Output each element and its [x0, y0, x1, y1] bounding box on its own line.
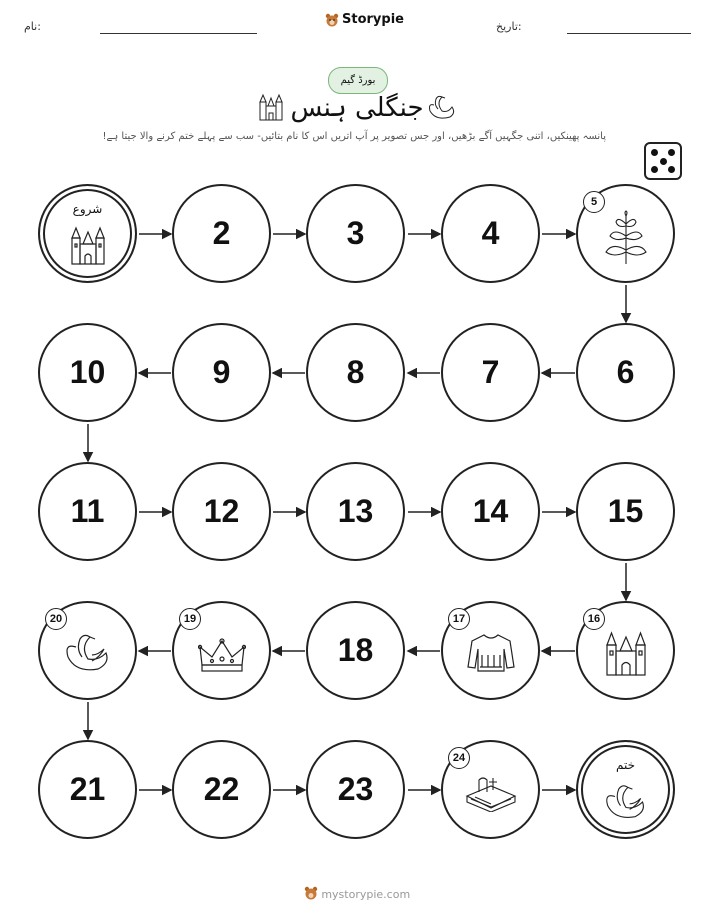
- cell-number: 18: [337, 632, 374, 668]
- cell-13: [306, 462, 405, 561]
- cell-number: 2: [212, 215, 231, 251]
- cell-number: 21: [69, 771, 106, 807]
- cell-23: [306, 740, 405, 839]
- cell-number: 13: [337, 493, 374, 529]
- cell-number: 6: [616, 354, 635, 390]
- cell-4: [441, 184, 540, 283]
- finish-cell: [576, 740, 675, 839]
- cell-number: 23: [337, 771, 374, 807]
- start-cell: [38, 184, 137, 283]
- cell-number: 7: [481, 354, 500, 390]
- cell-22: [172, 740, 271, 839]
- cell-18: [306, 601, 405, 700]
- castle-icon: [604, 629, 648, 677]
- cell-7: [441, 323, 540, 422]
- castle-icon: [69, 224, 107, 266]
- cell-3: [306, 184, 405, 283]
- nettle-plant-icon: [602, 210, 650, 266]
- cell-number-badge: 16: [583, 608, 605, 630]
- date-label: تاریخ:: [496, 20, 522, 33]
- cell-number-badge: 19: [179, 608, 201, 630]
- finish-label: ختم: [615, 758, 636, 772]
- cell-number-badge: 17: [448, 608, 470, 630]
- swan-icon: [62, 629, 114, 677]
- name-label: نام:: [24, 20, 41, 33]
- cell-number: 3: [346, 215, 365, 251]
- sweater-icon: [466, 633, 516, 673]
- footer: [0, 886, 714, 901]
- cell-15: [576, 462, 675, 561]
- board-game-badge: بورڈ گیم: [328, 67, 388, 94]
- brand-name: Storypie: [342, 12, 404, 27]
- bear-logo-icon: [304, 886, 318, 900]
- cell-6: [576, 323, 675, 422]
- graveyard-icon: [463, 772, 519, 812]
- cell-9: [172, 323, 271, 422]
- cell-number: 22: [203, 771, 240, 807]
- page-title: جنگلی ہنس: [290, 93, 424, 123]
- cell-11: [38, 462, 137, 561]
- cell-8: [306, 323, 405, 422]
- instructions: پانسہ پھینکیں، اتنی جگہیں آگے بڑھیں، اور جس تصویر پر آپ اتریں اس کا نام بتائیں- سب سے پہلے ختم کرنے والا جیتا ہے!: [102, 131, 606, 142]
- cell-number: 10: [69, 354, 106, 390]
- cell-number: 8: [346, 354, 365, 390]
- cell-number: 4: [481, 215, 500, 251]
- cell-number: 12: [203, 493, 240, 529]
- swan-icon: [602, 780, 650, 824]
- cell-14: [441, 462, 540, 561]
- cell-10: [38, 323, 137, 422]
- cell-number-badge: 5: [583, 191, 605, 213]
- footer-url: mystorypie.com: [321, 888, 411, 901]
- cell-21: [38, 740, 137, 839]
- cell-number: 15: [607, 493, 644, 529]
- cell-12: [172, 462, 271, 561]
- cell-2: [172, 184, 271, 283]
- cell-number-badge: 20: [45, 608, 67, 630]
- cell-number: 9: [212, 354, 231, 390]
- cell-number: 14: [472, 493, 509, 529]
- start-label: شروع: [72, 202, 103, 216]
- crown-icon: [198, 637, 246, 673]
- cell-number-badge: 24: [448, 747, 470, 769]
- cell-number: 11: [70, 493, 105, 529]
